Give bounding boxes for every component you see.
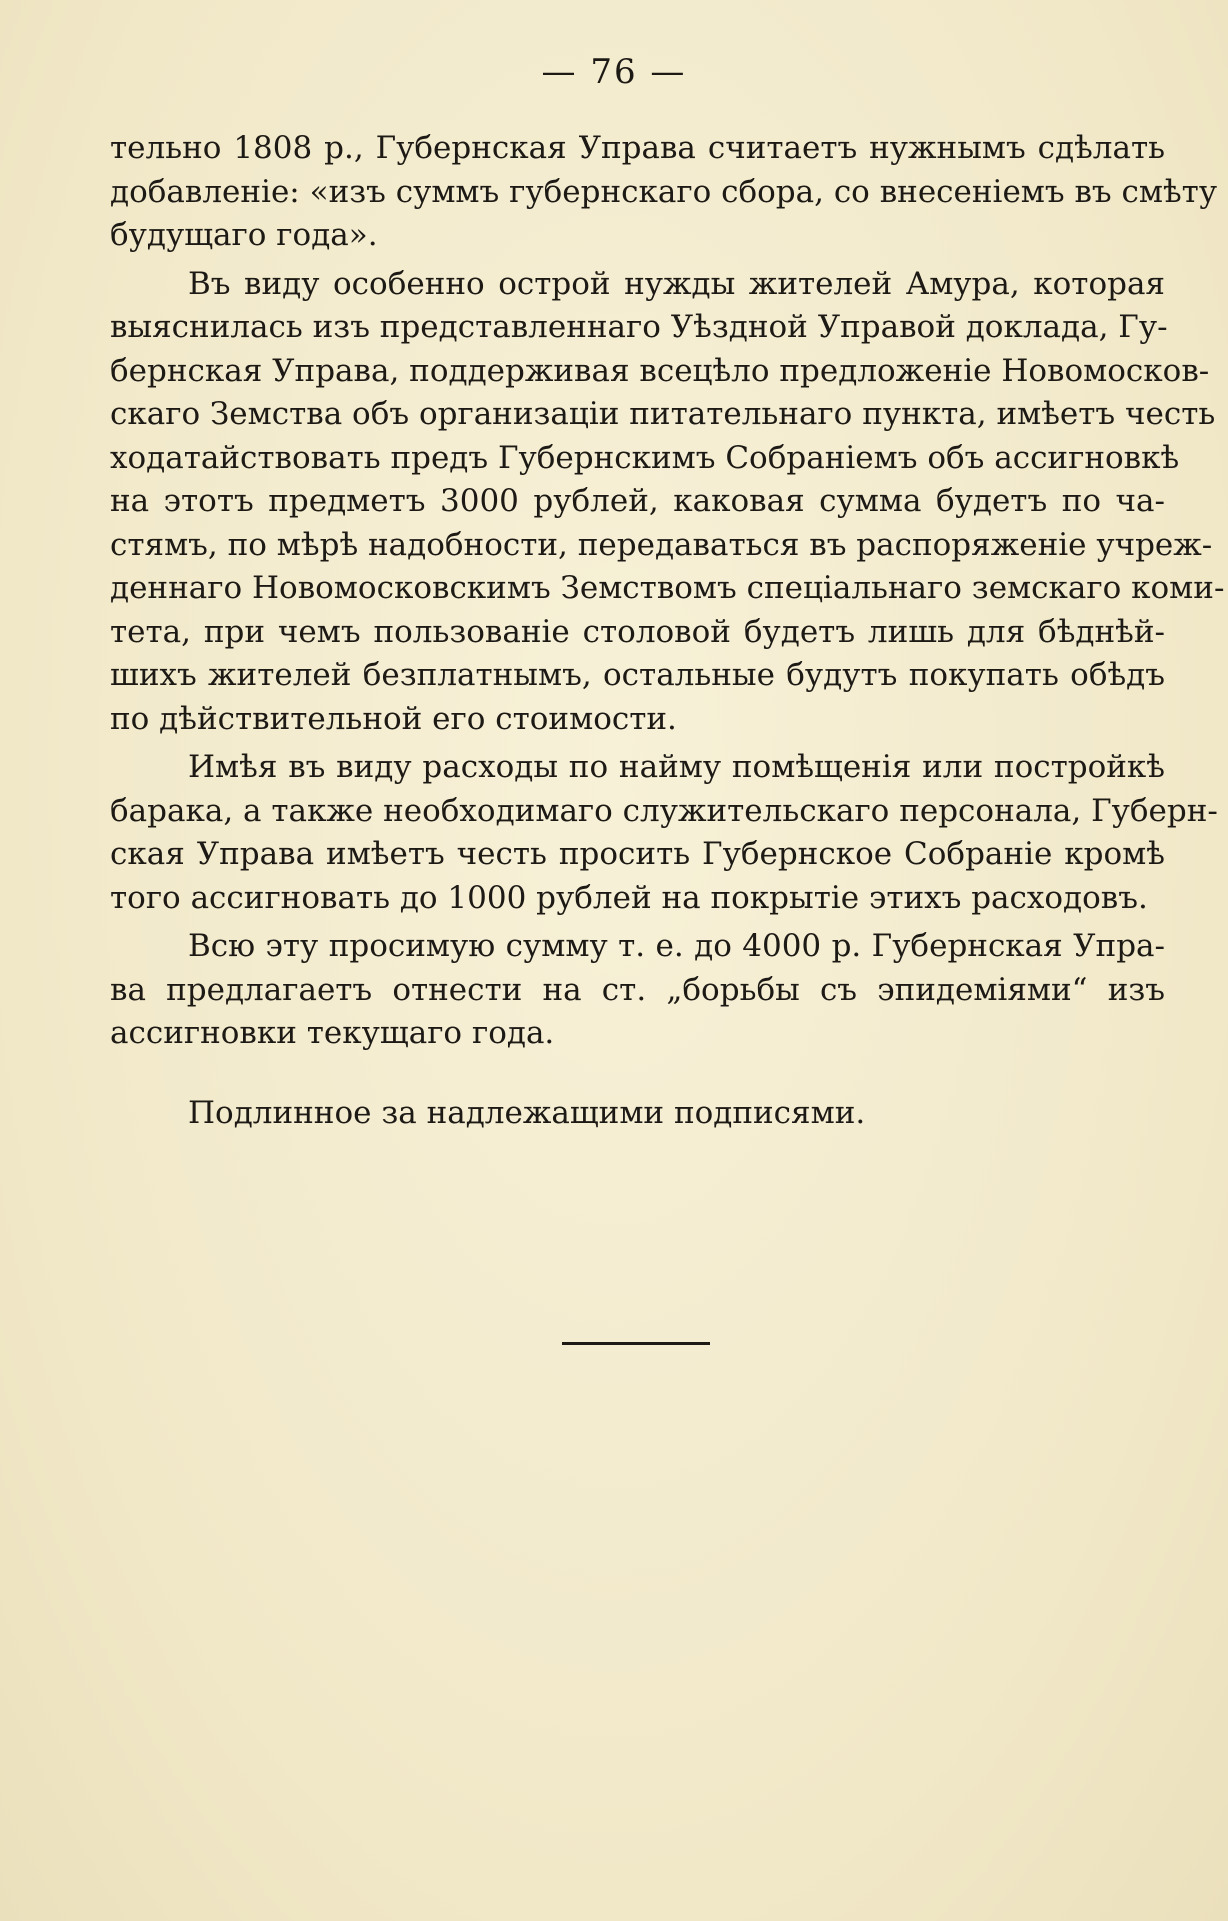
text-line: бернская Управа, поддерживая всецѣло предложеніе Новомосков- — [110, 352, 1210, 389]
text-line: ва предлагаетъ отнести на ст. „борьбы съ эпидеміями“ изъ — [110, 971, 1165, 1008]
closing-rule — [562, 1342, 710, 1345]
page-number: — 76 — — [541, 52, 687, 92]
text-line: того ассигновать до 1000 рублей на покрытіе этихъ расходовъ. — [110, 879, 1148, 916]
text-line: тельно 1808 р., Губернская Управа считаетъ нужнымъ сдѣлать — [110, 130, 1165, 166]
text-line: по дѣйствительной его стоимости. — [110, 700, 677, 737]
text-line: шихъ жителей безплатнымъ, остальные будутъ покупать обѣдъ — [110, 657, 1165, 693]
text-line: тета, при чемъ пользованіе столовой будетъ лишь для бѣднѣй- — [110, 613, 1165, 650]
text-line: скаго Земства объ организаціи питательнаго пункта, имѣетъ честь — [110, 396, 1216, 432]
text-line: барака, а также необходимаго служительскаго персонала, Губерн- — [110, 792, 1218, 829]
text-line: ходатайствовать предъ Губернскимъ Собраніемъ объ ассигновкѣ — [110, 439, 1180, 476]
body-text — [110, 127, 1225, 1135]
text-line: Имѣя въ виду расходы по найму помѣщенія или постройкѣ — [188, 749, 1165, 785]
paragraph — [110, 127, 1218, 258]
paragraph — [110, 746, 1218, 920]
text-line: Въ виду особенно острой нужды жителей Амура, которая — [188, 265, 1165, 302]
text-line: добавленіе: «изъ суммъ губернскаго сбора, со внесеніемъ въ смѣту — [110, 173, 1218, 210]
text-line: деннаго Новомосковскимъ Земствомъ спеціальнаго земскаго коми- — [110, 570, 1225, 606]
paragraph — [110, 263, 1225, 742]
paragraph — [110, 925, 1165, 1056]
text-line: Подлинное за надлежащими подписями. — [188, 1094, 866, 1131]
text-line: Всю эту просимую сумму т. е. до 4000 р. Губернская Упра- — [188, 928, 1165, 964]
text-line: ассигновки текущаго года. — [110, 1015, 555, 1051]
text-line: стямъ, по мѣрѣ надобности, передаваться въ распоряженіе учреж- — [110, 526, 1213, 563]
signature-note — [110, 1092, 1165, 1136]
text-line: на этотъ предметъ 3000 рублей, каковая сумма будетъ по ча- — [110, 483, 1165, 519]
text-line: ская Управа имѣетъ честь просить Губернское Собраніе кромѣ — [110, 836, 1165, 872]
text-line: будущаго года». — [110, 217, 378, 253]
text-line: выяснилась изъ представленнаго Уѣздной Управой доклада, Гу- — [110, 309, 1168, 345]
